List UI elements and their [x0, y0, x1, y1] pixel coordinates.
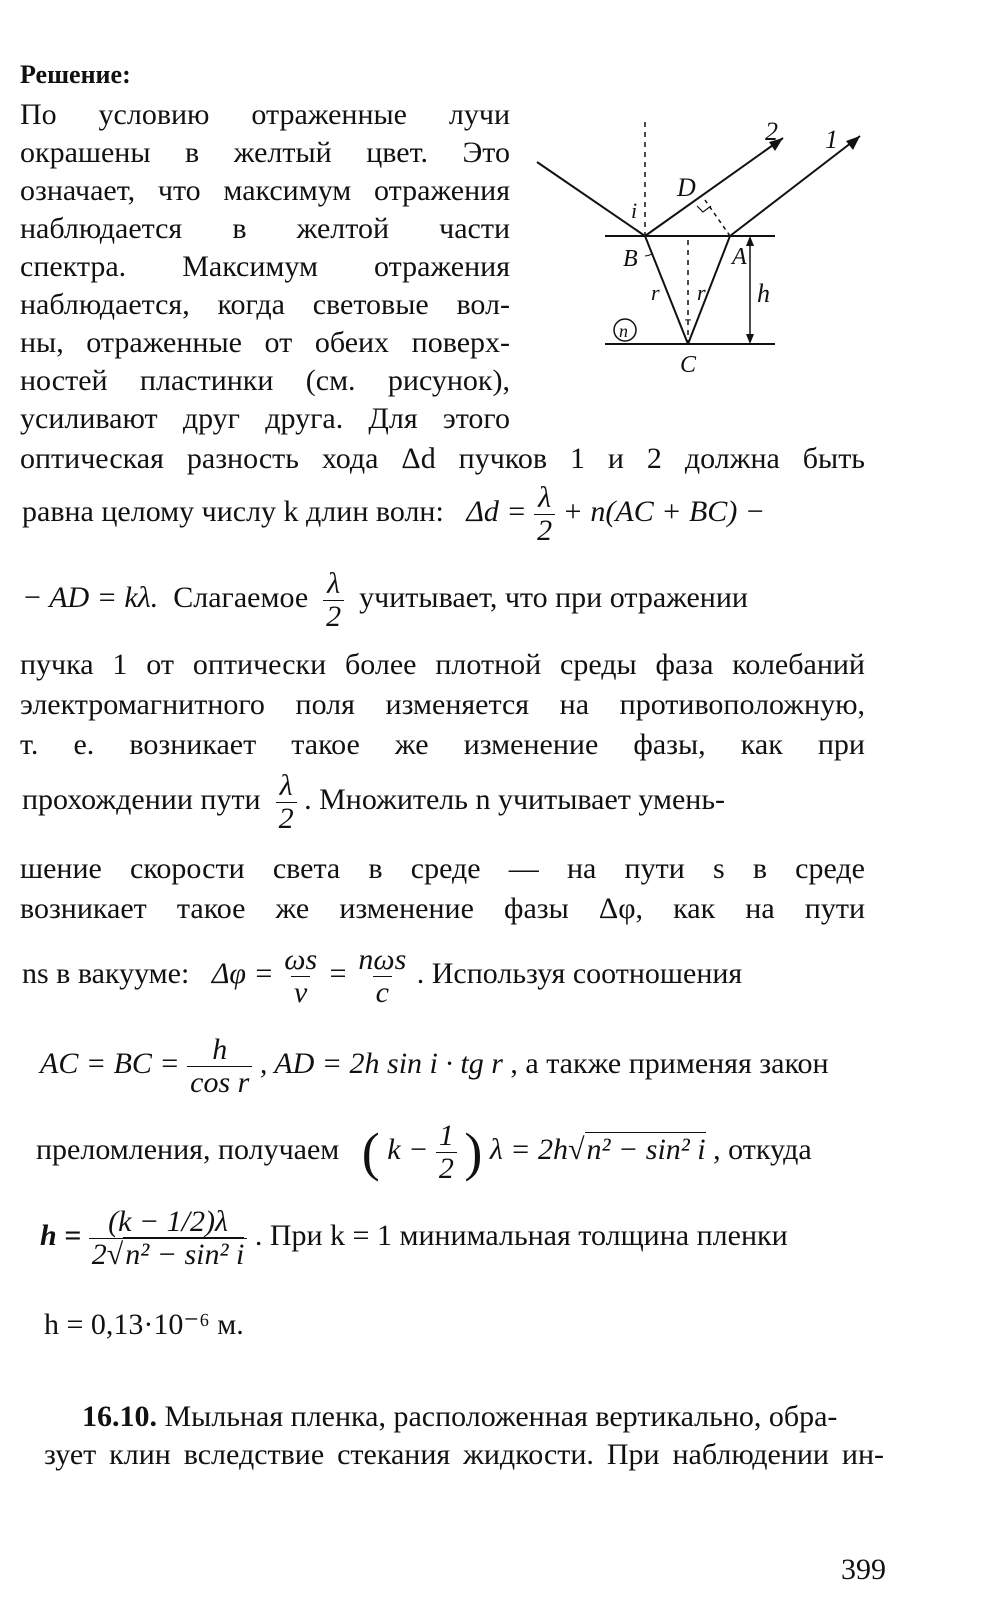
- formula: Δd =: [466, 494, 527, 528]
- angle-i-label: i: [631, 198, 638, 223]
- text-line-formula: ns в вакууме: Δφ = $\frac{\omega s}{v}$ = $\frac{\text{nωs}}{c}$ . Используя соотношения: [22, 943, 743, 1009]
- fraction-denominator: v: [291, 976, 310, 1009]
- formula: λ = 2h: [489, 1132, 569, 1166]
- fraction: [534, 482, 555, 546]
- fraction-numerator: λ: [279, 769, 293, 802]
- fraction-denominator: 2: [323, 600, 344, 633]
- problem-number: 16.10.: [82, 1400, 157, 1433]
- thin-film-figure: [525, 110, 885, 385]
- text-line: оптическая разность хода Δd пучков 1 и 2 должна быть: [20, 442, 865, 475]
- fraction: [323, 568, 344, 632]
- sqrt-expression: n² − sin² i: [125, 1237, 245, 1271]
- formula: , AD = 2h sin i · tg r: [259, 1046, 503, 1080]
- angle-r-right-label: r: [697, 280, 706, 305]
- text-line-formula: [22, 770, 725, 834]
- fraction: [281, 944, 320, 1008]
- fraction: [276, 770, 297, 834]
- text-line: наблюдается, когда световые вол-: [20, 288, 510, 321]
- fraction-denominator: cos r: [187, 1066, 252, 1099]
- formula: − AD = kλ.: [22, 580, 159, 614]
- text-line: ны, отраженные от обеих поверх-: [20, 326, 510, 359]
- text-line: наблюдается в желтой части: [20, 212, 510, 245]
- fraction: [436, 1120, 457, 1184]
- fraction: [355, 944, 409, 1008]
- text-line-formula: [40, 1034, 829, 1098]
- fraction-numerator: nωs: [358, 943, 407, 976]
- fraction-numerator: λ: [538, 481, 552, 514]
- text-line: окрашены в желтый цвет. Это: [20, 136, 510, 169]
- page-number: 399: [841, 1553, 886, 1586]
- ray-1-label: 1: [825, 125, 838, 154]
- formula: AC = BC =: [40, 1046, 180, 1080]
- text-segment: . Используя соотношения: [416, 956, 743, 990]
- fraction-numerator: ωs: [284, 943, 318, 976]
- thickness-h-label: h: [757, 279, 770, 308]
- text-line: спектра. Максимум отражения: [20, 250, 510, 283]
- fraction: [187, 1034, 252, 1098]
- text-line: шение скорости света в среде — на пути s в среде: [20, 852, 865, 885]
- formula: h =: [40, 1218, 82, 1252]
- answer-line: h = 0,13·10⁻⁶ м.: [44, 1308, 244, 1341]
- text-segment: учитывает, что при отражении: [359, 580, 748, 614]
- fraction-numerator: h: [212, 1033, 228, 1066]
- text-line: возникает такое же изменение фазы Δφ, как на пути: [20, 892, 865, 925]
- text-segment: равна целому числу k длин волн:: [22, 494, 444, 528]
- text-line: зует клин вследствие стекания жидкости. При наблюдении ин-: [44, 1438, 884, 1471]
- text-line: пучка 1 от оптически более плотной среды фаза колебаний: [20, 648, 865, 681]
- formula: k −: [387, 1132, 429, 1166]
- text-line: По условию отраженные лучи: [20, 98, 510, 131]
- text-line-formula: преломления, получаем ( k − $\frac{1}{2}$ ) λ = 2h√n² − sin² i , откуда: [36, 1119, 812, 1185]
- fraction-denominator: c: [373, 976, 392, 1009]
- point-c-label: C: [680, 352, 697, 378]
- text-segment: ns в вакууме:: [22, 956, 190, 990]
- text-line-formula: [40, 1206, 788, 1270]
- formula: + n(AC + BC) −: [562, 494, 766, 528]
- text-segment: . При k = 1 минимальная толщина пленки: [254, 1218, 788, 1252]
- angle-r-left-label: r: [651, 280, 660, 305]
- point-a-label: A: [732, 244, 747, 270]
- solution-heading: Решение:: [20, 60, 131, 89]
- text-segment: Слагаемое: [173, 580, 309, 614]
- problem-line: [82, 1398, 862, 1436]
- fraction-numerator: 1: [438, 1119, 454, 1152]
- text-line: усиливают друг друга. Для этого: [20, 402, 510, 435]
- ray-2-label: 2: [765, 117, 778, 146]
- fraction: [89, 1206, 248, 1270]
- formula: Δφ =: [211, 956, 274, 990]
- text-segment: . Множитель n учитывает умень-: [304, 782, 726, 816]
- text-line: т. е. возникает такое же изменение фазы, как при: [20, 728, 865, 761]
- sqrt-expression: n² − sin² i: [586, 1132, 706, 1166]
- fraction-numerator: λ: [327, 567, 341, 600]
- text-segment: Мыльная пленка, расположенная вертикально, обра-: [164, 1400, 838, 1433]
- index-n-label: n: [619, 321, 628, 341]
- fraction-numerator: (k − 1/2)λ: [108, 1205, 228, 1238]
- fraction-denominator: 2: [436, 1152, 457, 1185]
- text-segment: прохождении пути: [22, 782, 261, 816]
- point-d-label: D: [677, 173, 696, 202]
- text-line: означает, что максимум отражения: [20, 174, 510, 207]
- text-segment: , откуда: [713, 1132, 812, 1166]
- text-line: электромагнитного поля изменяется на противоположную,: [20, 688, 865, 721]
- fraction-denominator: 2: [534, 514, 555, 547]
- text-segment: , а также применяя закон: [510, 1046, 829, 1080]
- fraction-denominator: 2√n² − sin² i: [89, 1238, 248, 1271]
- text-line-formula: [22, 482, 765, 546]
- text-segment: преломления, получаем: [36, 1132, 340, 1166]
- text-line-formula: [22, 568, 748, 632]
- den-coefficient: 2: [91, 1237, 107, 1271]
- text-line: ностей пластинки (см. рисунок),: [20, 364, 510, 397]
- fraction-denominator: 2: [276, 802, 297, 835]
- point-b-label: B: [623, 246, 638, 272]
